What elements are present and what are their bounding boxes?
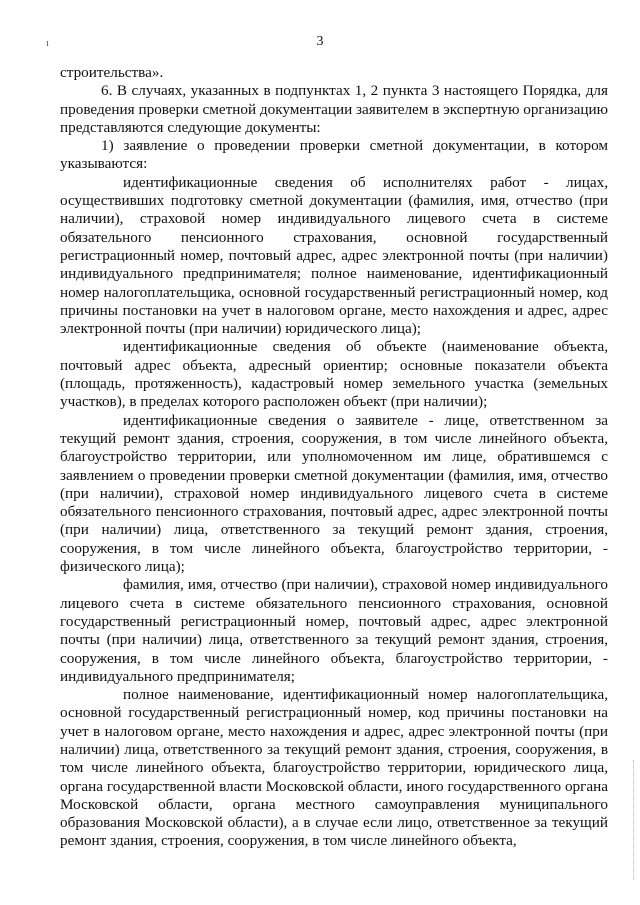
paragraph-object-info: идентификационные сведения об объекте (наименование объекта, почтовый адрес объекта, адресный ориентир; основные показатели объекта (площадь, протяженность), кадастровый номер земельного участка (земельных участков), в пределах которого расположен объект (при наличии); xyxy=(60,338,608,411)
paragraph-applicant-info: идентификационные сведения о заявителе - лице, ответственном за текущий ремонт здания, строения, сооружения, в том числе линейного объекта, благоустройство территории, или уполномоченном им лице, обратившемся с заявлением о проведении проверки сметной документации (фамилия, имя, отчество (при наличии), страховой номер индивидуального лицевого счета в системе обязательного пенсионного страхования, почтовый адрес, адрес электронной почты (при наличии) лица, ответственного за текущий ремонт здания, строения, сооружения, в том числе линейного объекта, благоустройство территории, - физического лица); xyxy=(60,411,608,576)
paragraph-item-6: 6. В случаях, указанных в подпунктах 1, 2 пункта 3 настоящего Порядка, для проведения проверки сметной документации заявителем в экспертную организацию представляются следующие документы: xyxy=(60,82,608,136)
paragraph-entrepreneur-info: фамилия, имя, отчество (при наличии), страховой номер индивидуального лицевого счета в системе обязательного пенсионного страхования, основной государственный регистрационный номер, почтовый адрес, адрес электронной почты (при наличии) лица, ответственного за текущий ремонт здания, строения, сооружения, в том числе линейного объекта, благоустройство территории, - индивидуального предпринимателя; xyxy=(60,576,608,685)
paragraph-continuation: строительства». xyxy=(60,64,164,81)
paragraph-subitem-1: 1) заявление о проведении проверки сметной документации, в котором указываются: xyxy=(60,137,608,173)
document-body xyxy=(60,64,608,851)
paragraph-executors-info: идентификационные сведения об исполнителях работ - лицах, осуществивших подготовку сметной документации (фамилия, имя, отчество (при наличии), страховой номер индивидуального лицевого счета в системе обязательного пенсионного страхования, основной государственный регистрационный номер, почтовый адрес, адрес электронной почты (при наличии) индивидуального предпринимателя; полное наименование, идентификационный номер налогоплательщика, основной государственный регистрационный номер, код причины постановки на учет в налоговом органе, место нахождения и адрес, адрес электронной почты (при наличии) юридического лица); xyxy=(60,173,608,338)
scan-mark: ı xyxy=(46,38,49,49)
scan-margin-mark xyxy=(633,760,636,880)
page-number: 3 xyxy=(316,34,324,49)
paragraph-legal-entity-info: полное наименование, идентификационный номер налогоплательщика, основной государственный регистрационный номер, код причины постановки на учет в налоговом органе, место нахождения и адрес, адрес электронной почты (при наличии) лица, ответственного за текущий ремонт здания, строения, сооружения, в том числе линейного объекта, благоустройство территории, юридического лица, органа государственной власти Московской области, иного государственного органа Московской области, органа местного самоуправления муниципального образования Московской области), а в случае если лицо, ответственное за текущий ремонт здания, строения, сооружения, в том числе линейного объекта, xyxy=(60,686,608,850)
